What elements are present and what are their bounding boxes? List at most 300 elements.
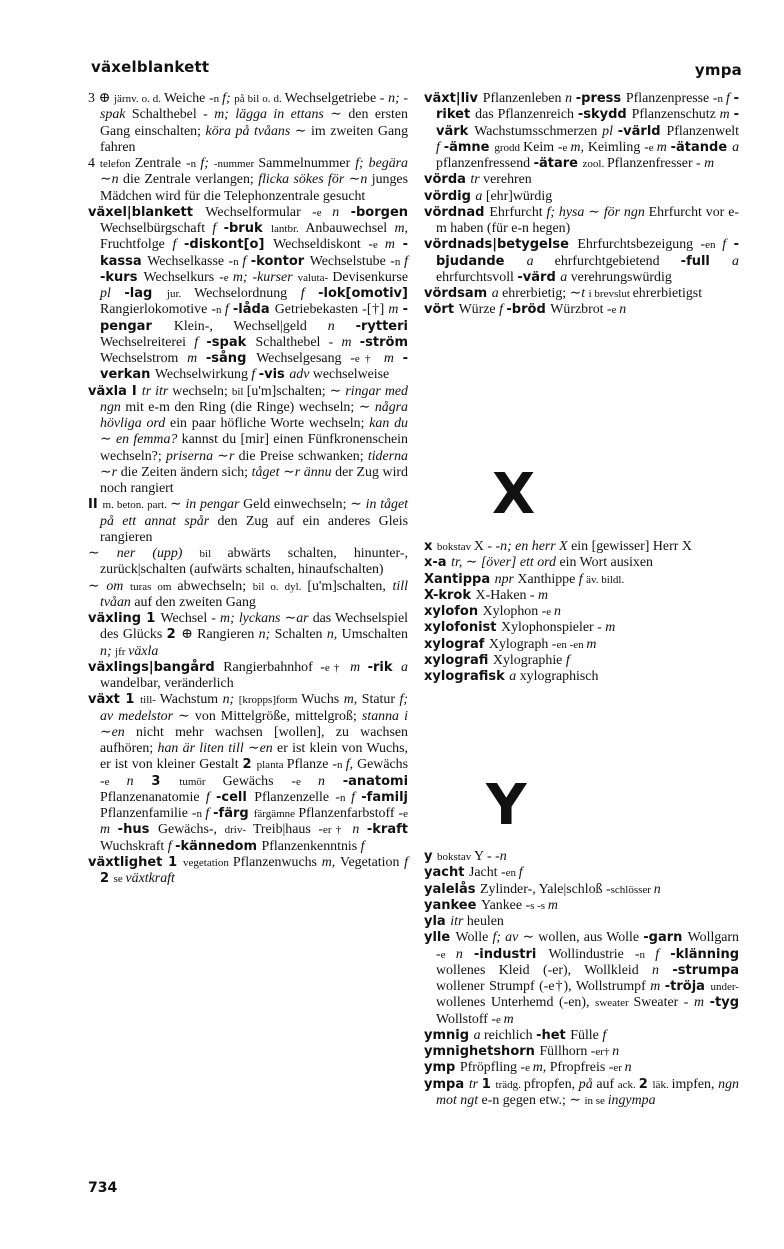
- entry-text: Rangierlokomotive -: [100, 302, 216, 318]
- headword: -kassa: [100, 237, 408, 269]
- entry-text: m: [538, 587, 549, 603]
- entry-text: tåget: [251, 464, 284, 480]
- headword: -pengar: [100, 302, 408, 334]
- entry-text: n: [190, 158, 201, 170]
- entry-text: lantbr.: [270, 223, 306, 235]
- entry-text: Devisenkurse: [332, 269, 408, 285]
- entry-text: Wechselgetriebe -: [284, 91, 389, 106]
- headword: -familj: [361, 789, 409, 805]
- entry-text: Pfropfreis -: [549, 1060, 614, 1076]
- headword: -het: [536, 1027, 571, 1043]
- entry-text: heulen: [466, 914, 504, 929]
- dictionary-entry: [88, 660, 408, 693]
- entry-text: n: [327, 318, 356, 334]
- entry-text: en: [705, 239, 723, 252]
- entry-text: pflanzenfressend: [436, 156, 534, 171]
- entry-text: e†: [354, 353, 384, 365]
- dictionary-entry: [88, 546, 408, 579]
- entry-text: wollenes Kleid (-er), Wollkleid: [436, 962, 653, 978]
- entry-text: npr: [494, 571, 518, 587]
- entry-text: m; lyckans: [220, 611, 285, 626]
- entry-text: [ehr]würdig: [485, 188, 553, 204]
- right-column-v-entries: [424, 91, 739, 319]
- entry-text: Wuchskraft: [100, 838, 168, 854]
- entry-text: n: [233, 255, 243, 268]
- entry-text: auf den zweiten Gang: [134, 594, 256, 610]
- entry-text: n: [352, 822, 367, 838]
- entry-text: wechselweise: [312, 367, 390, 383]
- entry-text: a: [732, 253, 739, 269]
- entry-text: Xylographie: [492, 652, 566, 668]
- entry-text: Anbauwechsel: [305, 221, 395, 236]
- entry-text: n: [196, 808, 206, 820]
- dictionary-entry: [424, 1060, 739, 1076]
- entry-text: er†: [595, 1046, 613, 1058]
- headword: 3: [151, 773, 180, 789]
- entry-text: ack.: [617, 1078, 639, 1091]
- headword: vörda: [424, 172, 471, 188]
- entry-text: Zylinder-, Yale|schloß -: [480, 881, 611, 897]
- entry-text: f: [224, 302, 233, 318]
- entry-text: Ehrfurcht vor e-m haben (für e-n hegen): [436, 204, 739, 236]
- headword: -lok[omotiv]: [318, 286, 408, 301]
- entry-text: f: [404, 253, 408, 269]
- headword: -borgen: [350, 204, 409, 220]
- entry-text: m: [704, 156, 715, 171]
- entry-text: e: [403, 808, 408, 820]
- headword: växling 1: [88, 611, 161, 626]
- entry-text: tiderna: [367, 448, 408, 464]
- entry-text: Schalten: [274, 627, 327, 643]
- entry-text: nicht mehr wachsen [wollen], zu wachsen aufhören;: [100, 724, 408, 756]
- headword: yacht: [424, 865, 469, 881]
- entry-text: köra på tvåans: [205, 123, 295, 139]
- entry-text: Vegetation: [339, 854, 405, 870]
- headword: II: [88, 497, 103, 513]
- entry-text: Pflanzenwuchs: [232, 854, 322, 870]
- headword: -hus: [117, 822, 158, 838]
- headword: y: [424, 849, 437, 864]
- entry-text: tumör: [179, 775, 223, 788]
- headword: vört: [424, 302, 459, 318]
- headword: 2: [242, 757, 257, 773]
- entry-text: växla: [128, 643, 159, 659]
- headword: vördig: [424, 188, 476, 204]
- entry-text: die Zeiten ändern sich;: [120, 464, 252, 480]
- entry-text: kannst du [mir] einen Fünfkronenschein wechseln?;: [100, 432, 408, 464]
- headword: -tröja: [664, 979, 711, 994]
- dictionary-entry: [424, 189, 739, 205]
- entry-text: Jacht -: [468, 865, 506, 881]
- entry-text: m: [100, 822, 118, 838]
- entry-text: f: [565, 652, 570, 668]
- headword: xylografi: [424, 652, 493, 668]
- entry-text: Füllhorn -: [539, 1044, 596, 1059]
- entry-text: kan du ∼ en femma?: [100, 416, 408, 448]
- entry-text: m: [694, 995, 710, 1011]
- entry-text: f: [172, 237, 185, 253]
- headword: -industri: [473, 946, 549, 962]
- entry-text: Schalthebel -: [131, 107, 215, 123]
- entry-text: e: [611, 304, 620, 317]
- entry-text: n;: [100, 643, 116, 659]
- headword: -garn: [643, 930, 688, 946]
- headword: -värk: [436, 107, 739, 139]
- entry-text: Sammelnummer: [258, 156, 356, 171]
- dictionary-entry: [88, 156, 408, 205]
- entry-text: in pengar: [185, 497, 244, 513]
- entry-text: ehrfurchtgebietend: [554, 253, 681, 269]
- headword: xylofon: [424, 604, 483, 619]
- entry-text: Pflanzenzelle -: [254, 789, 340, 805]
- entry-text: m: [605, 620, 616, 636]
- entry-text: wollener Strumpf (-e†), Wollstrumpf: [436, 979, 651, 994]
- entry-text: e: [440, 948, 456, 961]
- entry-text: Wechselordnung: [194, 286, 301, 301]
- entry-text: grodd: [494, 141, 524, 154]
- entry-text: till-: [140, 694, 160, 707]
- entry-text: Pflanze -: [286, 757, 338, 773]
- entry-text: [u'm]schalten; ∼: [246, 383, 346, 399]
- entry-text: Gewächs -: [100, 757, 409, 789]
- entry-text: för ngn: [603, 204, 649, 220]
- headword: -värld: [617, 123, 667, 139]
- entry-text: m: [650, 979, 665, 994]
- entry-text: Xylophon -: [482, 604, 547, 619]
- entry-text: Treib|haus -: [252, 822, 324, 838]
- headword: yla: [424, 914, 451, 929]
- entry-text: Wechselkurs -: [143, 269, 224, 285]
- entry-text: Yankee -: [480, 897, 531, 913]
- entry-text: e: [223, 271, 233, 284]
- entry-text: f: [655, 946, 671, 962]
- dictionary-entry: [88, 579, 408, 612]
- entry-text: i brevslut: [588, 288, 633, 300]
- entry-text: Pflanzenpresse -: [625, 91, 718, 106]
- entry-text: Pflanzenwelt: [666, 123, 739, 139]
- entry-text: die Preise schwanken;: [238, 448, 368, 464]
- entry-text: Xanthippe: [517, 571, 579, 587]
- entry-text: impfen,: [671, 1076, 719, 1092]
- entry-text: f: [518, 865, 523, 881]
- entry-text: ∼ von Mittelgröße, mittelgroß;: [178, 708, 362, 724]
- entry-text: die Zentrale verlangen;: [123, 172, 259, 188]
- dictionary-entry: [424, 930, 739, 1028]
- headword: -kännedom: [175, 838, 262, 854]
- entry-text: f: [351, 789, 362, 805]
- entry-text: m: [383, 351, 403, 366]
- entry-text: m; lägga in ettans: [214, 107, 331, 123]
- entry-text: n: [337, 759, 346, 772]
- headword: -riket: [436, 91, 739, 123]
- headword: vördsam: [424, 286, 492, 301]
- entry-text: se: [113, 873, 126, 885]
- entry-text: Ehrfurchtsbezeigung -: [577, 237, 706, 253]
- entry-text: ∼: [284, 611, 297, 626]
- headword: vördnads|betygelse: [424, 237, 578, 253]
- entry-text: ∼ wollen, aus Wolle: [522, 930, 644, 946]
- entry-text: Wechselformular -: [205, 204, 317, 220]
- entry-text: Wechselstrom: [100, 351, 188, 366]
- entry-text: Zentrale -: [134, 156, 191, 171]
- headword: -full: [680, 253, 733, 269]
- headword: Xantippa: [424, 571, 495, 587]
- dictionary-entry: [424, 865, 739, 881]
- entry-text: f;: [222, 91, 235, 106]
- page-number: 734: [88, 1180, 118, 1196]
- entry-text: m,: [570, 139, 588, 155]
- dictionary-entry: [424, 637, 739, 653]
- entry-text: Rangierbahnhof -: [223, 659, 325, 675]
- entry-text: [kropps]form: [238, 694, 302, 707]
- entry-text: e-n gegen etw.; ∼: [481, 1092, 585, 1108]
- entry-text: en -en: [556, 638, 587, 651]
- dictionary-entry: [424, 588, 739, 604]
- entry-text: Y - -: [473, 849, 500, 864]
- entry-text: m: [350, 659, 368, 675]
- entry-text: f: [242, 253, 251, 269]
- headword: -press: [575, 91, 626, 106]
- dictionary-entry: [424, 572, 739, 588]
- headword: -ämne: [443, 139, 495, 155]
- entry-text: Pflanzenfresser -: [606, 156, 705, 171]
- headword: x: [424, 539, 437, 554]
- entry-text: n,: [326, 627, 342, 643]
- headword: yankee: [424, 897, 481, 913]
- entry-text: n: [339, 791, 352, 804]
- entry-text: Wuchs: [301, 692, 344, 708]
- headword: ymnighetshorn: [424, 1044, 540, 1059]
- entry-text: a: [401, 659, 408, 675]
- headword: -vis: [258, 367, 290, 383]
- dictionary-entry: [88, 497, 408, 546]
- entry-text: Xylograph -: [488, 636, 557, 652]
- headword: 2: [638, 1076, 653, 1092]
- entry-text: färgämne: [253, 808, 299, 820]
- entry-text: n: [639, 948, 656, 961]
- headword: -rik: [367, 659, 402, 675]
- entry-text: e: [316, 206, 333, 219]
- headword: växt|liv: [424, 91, 483, 106]
- headword: -skydd: [577, 107, 632, 123]
- entry-text: Würzbrot -: [550, 302, 612, 318]
- entry-text: X - -: [473, 539, 501, 554]
- entry-text: vegetation: [183, 856, 233, 869]
- entry-text: en: [505, 867, 519, 880]
- entry-text: Umschalten: [341, 627, 409, 643]
- entry-text: tr itr: [141, 383, 173, 399]
- headword: -spak: [206, 334, 256, 350]
- entry-text: ∼: [170, 497, 186, 513]
- entry-text: f; av medelstor: [100, 692, 409, 724]
- entry-text: under-: [710, 981, 739, 993]
- headword: -ström: [359, 334, 408, 350]
- entry-text: ein Wort ausixen: [559, 555, 653, 571]
- entry-text: adv: [289, 367, 313, 383]
- entry-text: a: [732, 139, 740, 155]
- entry-text: mit e-m den Ring (die Ringe) wechseln; ∼: [125, 399, 375, 415]
- entry-text: på bil o. d.: [234, 93, 285, 105]
- entry-text: e†: [324, 661, 351, 674]
- entry-text: m,: [532, 1060, 550, 1076]
- entry-text: f: [212, 221, 224, 236]
- entry-text: in tåget på ett annat spår: [100, 497, 408, 529]
- dictionary-entry: [88, 205, 408, 384]
- entry-text: läk.: [652, 1078, 672, 1091]
- entry-text: järnv. o. d.: [113, 93, 165, 105]
- entry-text: pl: [100, 286, 125, 301]
- entry-text: ⊕ Rangieren: [181, 627, 259, 643]
- headword: ympa: [424, 1076, 469, 1092]
- entry-text: en: [111, 724, 137, 740]
- headword: -tyg: [709, 995, 740, 1011]
- entry-text: f: [205, 806, 214, 821]
- dictionary-entry: [424, 1077, 739, 1110]
- entry-text: valuta-: [297, 271, 333, 284]
- entry-text: n: [499, 849, 507, 864]
- entry-text: Wechselreiterei: [100, 334, 195, 350]
- entry-text: Wachstum: [159, 692, 223, 708]
- entry-text: m: [341, 334, 360, 350]
- entry-text: n;: [222, 692, 239, 708]
- entry-text: en: [259, 741, 278, 756]
- entry-text: Würze: [458, 302, 500, 318]
- entry-text: f: [194, 334, 207, 350]
- entry-text: [u'm]schalten,: [307, 578, 393, 594]
- entry-text: itr: [450, 914, 467, 929]
- entry-text: -nummer: [213, 158, 259, 170]
- entry-text: Getriebekasten -[†]: [274, 302, 389, 318]
- entry-text: n: [553, 604, 561, 619]
- entry-text: Keim -: [523, 139, 563, 155]
- entry-text: f: [167, 838, 176, 854]
- entry-text: a: [475, 188, 486, 204]
- entry-text: f; begära: [355, 156, 408, 171]
- entry-text: X-Haken -: [475, 587, 539, 603]
- entry-text: r: [111, 464, 121, 480]
- entry-text: ∼: [248, 741, 260, 756]
- entry-text: n: [360, 172, 372, 188]
- entry-text: bokstav: [436, 541, 474, 553]
- dictionary-entry: [424, 1044, 739, 1060]
- entry-text: pfropfen,: [523, 1076, 579, 1092]
- headword: -bruk: [223, 221, 271, 236]
- dictionary-entry: [424, 914, 739, 930]
- headword: -diskont[o]: [184, 237, 274, 253]
- entry-text: Wechselstube -: [309, 253, 395, 269]
- entry-text: ar: [296, 611, 313, 626]
- dictionary-entry: [424, 286, 739, 302]
- entry-text: wollenes Unterhemd (-en),: [436, 995, 596, 1011]
- entry-text: n: [652, 962, 673, 978]
- dictionary-entry: [424, 620, 739, 636]
- headword: -ätare: [533, 156, 583, 171]
- entry-text: Wechseldiskont -: [273, 237, 374, 253]
- headword: -bjudande: [436, 237, 739, 269]
- entry-text: a: [473, 1027, 484, 1043]
- entry-text: n: [126, 773, 152, 789]
- entry-text: m: [547, 897, 558, 913]
- entry-text: jfr: [115, 645, 129, 658]
- entry-text: Wechsel -: [160, 611, 221, 626]
- entry-text: sweater: [595, 997, 634, 1010]
- headword: -anatomi: [342, 773, 409, 789]
- entry-text: Wollgarn -: [436, 930, 739, 962]
- entry-text: m: [586, 636, 597, 652]
- entry-text: ∼: [100, 464, 112, 480]
- entry-text: abwechseln;: [177, 578, 253, 594]
- entry-text: m,: [394, 221, 408, 236]
- entry-text: m: [384, 237, 403, 253]
- dictionary-entry: [424, 653, 739, 669]
- headword: -sång: [205, 351, 257, 366]
- entry-text: f: [251, 367, 259, 383]
- dictionary-entry: [424, 669, 739, 685]
- entry-text: f,: [345, 757, 358, 773]
- entry-text: f: [205, 789, 217, 805]
- entry-text: m: [187, 351, 206, 366]
- right-column-y-entries: [424, 849, 739, 1109]
- headword: xylofonist: [424, 620, 502, 636]
- entry-text: er ist klein von Wuchs, er ist von kleiner Gestalt: [100, 741, 408, 773]
- entry-text: den Zug auf ein anderes Gleis rangieren: [100, 513, 408, 545]
- entry-text: das Wechselspiel des Glücks: [100, 611, 409, 643]
- entry-text: ∼: [283, 464, 295, 480]
- header-left-guideword: växelblankett: [91, 58, 210, 76]
- entry-text: Keimling -: [587, 139, 649, 155]
- entry-text: planta: [256, 759, 287, 772]
- entry-text: m,: [321, 854, 340, 870]
- dictionary-entry: [424, 205, 739, 238]
- headword: xylografisk: [424, 669, 510, 684]
- headword: -klänning: [670, 946, 740, 962]
- section-letter-x: X: [492, 462, 536, 527]
- entry-text: Pflanzenanatomie: [100, 789, 206, 805]
- entry-text: ∼: [88, 546, 117, 561]
- entry-text: bokstav: [437, 851, 474, 863]
- entry-text: Pflanzenschutz: [631, 107, 720, 123]
- entry-text: ein [gewisser] Herr X: [571, 539, 692, 554]
- entry-text: n: [624, 1060, 632, 1076]
- entry-text: er: [613, 1062, 625, 1075]
- headword: växt 1: [88, 692, 141, 708]
- headword: -kraft: [366, 822, 408, 838]
- entry-text: tr: [468, 1076, 482, 1092]
- entry-text: e: [546, 606, 554, 618]
- entry-text: om: [106, 578, 131, 594]
- left-column: [88, 91, 408, 887]
- entry-text: f: [404, 854, 408, 870]
- entry-text: auf: [596, 1076, 618, 1092]
- entry-text: n: [455, 946, 474, 962]
- entry-text: Ehrfurcht: [489, 204, 547, 220]
- entry-text: tr: [470, 172, 484, 188]
- entry-text: Wechselwirkung: [154, 367, 252, 383]
- entry-text: Gewächs-,: [158, 822, 225, 838]
- headword: -värd: [517, 269, 561, 285]
- entry-text: m: [388, 302, 403, 318]
- headword: xylograf: [424, 636, 489, 652]
- entry-text: flicka sökes för: [258, 172, 349, 188]
- entry-text: n: [717, 93, 727, 105]
- entry-text: Xylophonspieler -: [501, 620, 606, 636]
- entry-text: Gewächs -: [222, 773, 296, 789]
- entry-text: ∼: [465, 555, 481, 571]
- entry-text: s -s: [530, 899, 548, 912]
- entry-text: Weiche -: [164, 91, 214, 106]
- entry-text: r: [228, 448, 239, 464]
- entry-text: Pflanzenkenntnis: [261, 838, 361, 854]
